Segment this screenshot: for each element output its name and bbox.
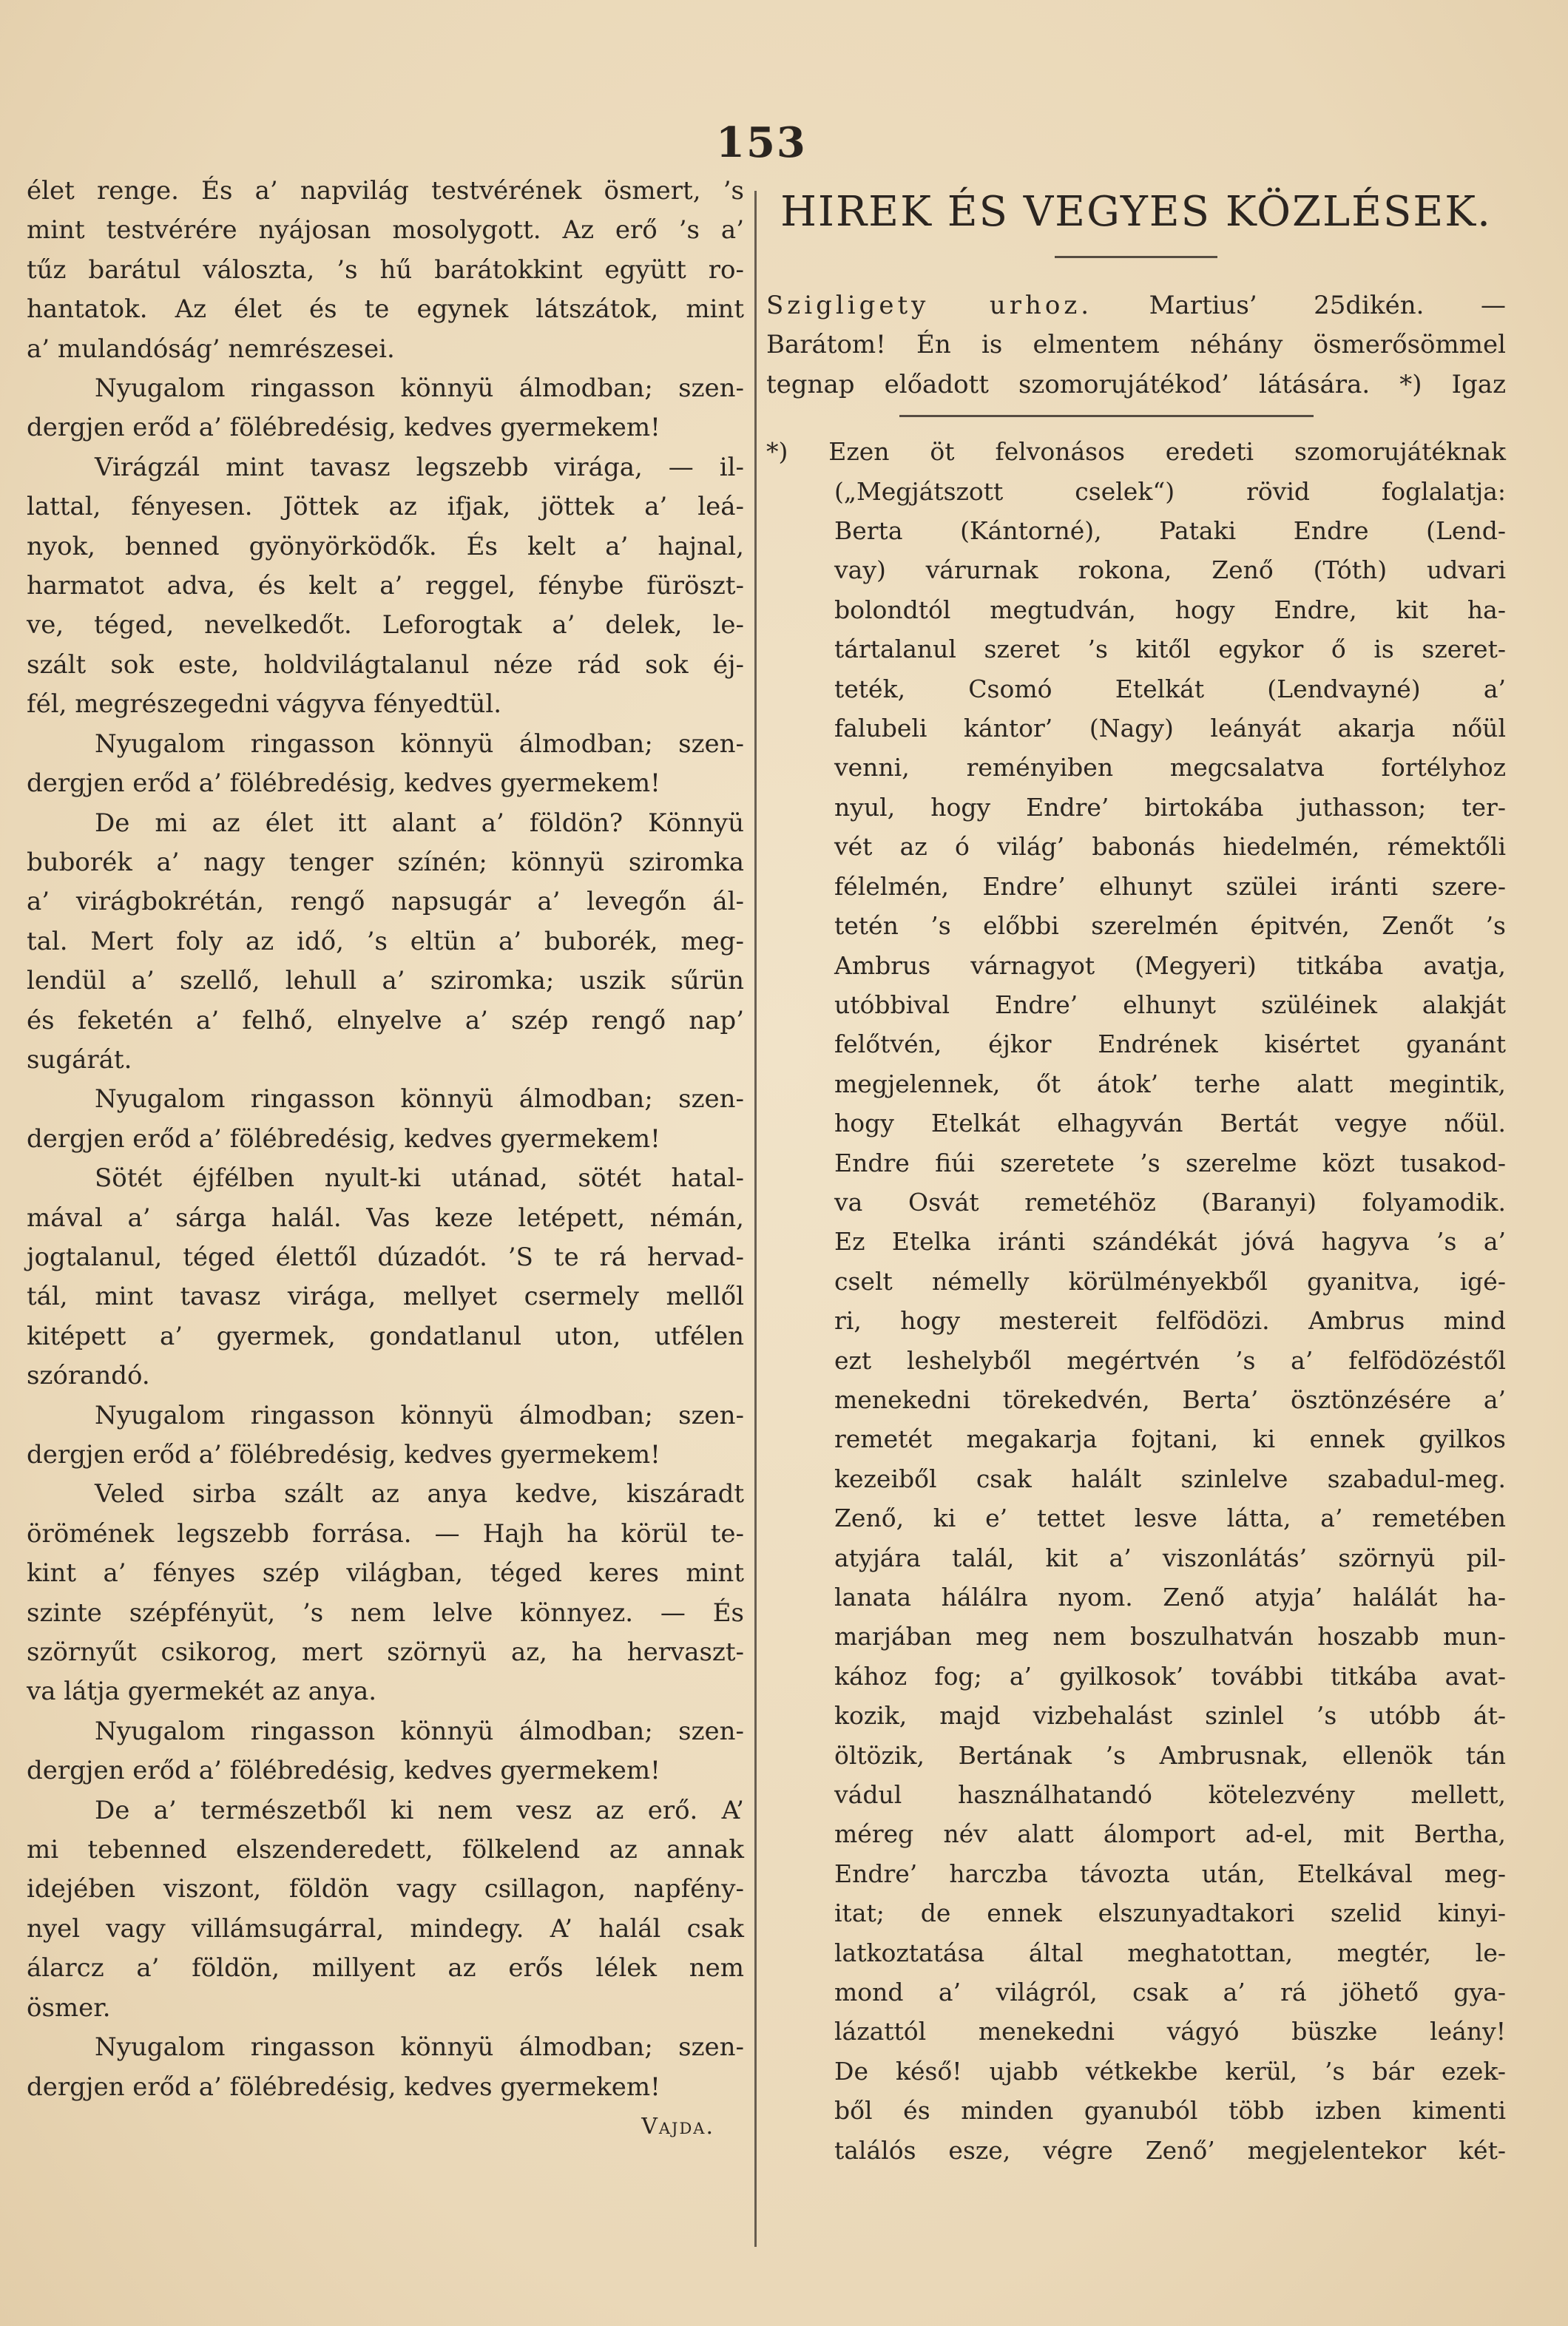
text-line: szórandó. xyxy=(27,1361,150,1391)
page-number: 153 xyxy=(716,118,807,167)
text-line: Nyugalom ringasson könnyü álmodban; szen- xyxy=(95,1084,744,1115)
text-line: sugárát. xyxy=(27,1044,132,1075)
text-line: örömének legszebb forrása. — Hajh ha körül te- xyxy=(27,1518,744,1549)
footnote-line: atyjára talál, kit a’ viszonlátás’ szörnyü pil- xyxy=(834,1543,1506,1572)
footnote-line: marjában meg nem boszulhatván hoszabb mun- xyxy=(834,1622,1506,1651)
footnote-line: teték, Csomó Etelkát (Lendvayné) a’ xyxy=(834,674,1506,703)
footnote-line: cselt némelly körülményekből gyanitva, igé- xyxy=(834,1266,1506,1296)
footnote-line: hogy Etelkát elhagyván Bertát vegye nőül. xyxy=(834,1109,1506,1138)
text-line: harmatot adva, és kelt a’ reggel, fénybe füröszt- xyxy=(27,571,744,601)
author-signature: Vajda. xyxy=(641,2113,714,2140)
text-line: De a’ természetből ki nem vesz az erő. A’ xyxy=(95,1795,744,1825)
letter-line-1 xyxy=(766,286,1506,325)
footnote-line: tártalanul szeret ’s kitől egykor ő is szeret- xyxy=(834,635,1506,664)
text-line: dergjen erőd a’ fölébredésig, kedves gyermekem! xyxy=(27,413,660,443)
text-line: jogtalanul, téged élettől dúzadót. ’S te rá hervad- xyxy=(27,1242,744,1272)
footnote-line: kezeiből csak halált szinlelve szabadul-meg. xyxy=(834,1464,1506,1493)
text-line: Nyugalom ringasson könnyü álmodban; szen- xyxy=(95,1400,744,1430)
text-line: mint testvérére nyájosan mosolygott. Az erő ’s a’ xyxy=(27,215,744,246)
footnote-line: va Osvát remetéhöz (Baranyi) folyamodik. xyxy=(834,1187,1506,1217)
footnote-line: De késő! ujabb vétkekbe kerül, ’s bár ezek- xyxy=(834,2056,1506,2086)
text-line: dergjen erőd a’ fölébredésig, kedves gyermekem! xyxy=(27,768,660,799)
footnote-line: ből és minden gyanuból több izben kimenti xyxy=(834,2096,1506,2126)
text-line: dergjen erőd a’ fölébredésig, kedves gyermekem! xyxy=(27,1756,660,1786)
footnote-line: félelmén, Endre’ elhunyt szülei iránti szere- xyxy=(834,871,1506,901)
footnote-line: méreg név alatt álomport ad-el, mit Bertha, xyxy=(834,1819,1506,1849)
text-line: tál, mint tavasz virága, mellyet csermely mellől xyxy=(27,1282,744,1312)
footnote xyxy=(766,432,1506,2170)
text-line: tal. Mert foly az idő, ’s eltün a’ buborék, meg- xyxy=(27,926,744,956)
text-line: dergjen erőd a’ fölébredésig, kedves gyermekem! xyxy=(27,2072,660,2102)
text-line: nyel vagy villámsugárral, mindegy. A’ halál csak xyxy=(27,1913,744,1944)
text-line: Veled sirba szált az anya kedve, kiszáradt xyxy=(95,1479,744,1509)
text-line: Nyugalom ringasson könnyü álmodban; szen- xyxy=(95,373,744,404)
text-line: szinte szépfényüt, ’s nem lelve könnyez. — És xyxy=(27,1598,744,1628)
footnote-line: („Megjátszott cselek“) rövid foglalatja: xyxy=(834,476,1506,506)
footnote-line: falubeli kántor’ (Nagy) leányát akarja nőül xyxy=(834,714,1506,743)
footnote-line: nyul, hogy Endre’ birtokába juthasson; ter- xyxy=(834,792,1506,822)
footnote-line: Endre’ harczba távozta után, Etelkával meg- xyxy=(834,1859,1506,1888)
text-line: lattal, fényesen. Jöttek az ifjak, jöttek a’ leá- xyxy=(27,492,744,522)
footnote-line: felőtvén, éjkor Endrének kisértet gyanánt xyxy=(834,1030,1506,1059)
footnote-line: Ambrus várnagyot (Megyeri) titkába avatja, xyxy=(834,950,1506,980)
footnote-line: bolondtól megtudván, hogy Endre, kit ha- xyxy=(834,595,1506,624)
text-line: tűz barátul váloszta, ’s hű barátokkint együtt ro- xyxy=(27,254,744,285)
footnote-line: ezt leshelyből megértvén ’s a’ felfödözéstől xyxy=(834,1345,1506,1375)
footnote-line: vay) várurnak rokona, Zenő (Tóth) udvari xyxy=(834,555,1506,585)
footnote-line: ri, hogy mestereit felfödözi. Ambrus mind xyxy=(834,1306,1506,1336)
footnote-line: Berta (Kántorné), Pataki Endre (Lend- xyxy=(834,516,1506,546)
footnote-line: kához fog; a’ gyilkosok’ további titkába avat- xyxy=(834,1661,1506,1691)
footnote-line: öltözik, Bertának ’s Ambrusnak, ellenök tán xyxy=(834,1740,1506,1770)
text-line: Nyugalom ringasson könnyü álmodban; szen- xyxy=(95,728,744,759)
text-line: kitépett a’ gyermek, gondatlanul uton, utfélen xyxy=(27,1321,744,1351)
footnote-line: vádul használhatandó kötelezvény mellett, xyxy=(834,1780,1506,1810)
letter-date: Martius’ 25dikén. — xyxy=(1149,291,1506,320)
text-line: De mi az élet itt alant a’ földön? Könnyü xyxy=(95,808,744,838)
text-line: dergjen erőd a’ fölébredésig, kedves gyermekem! xyxy=(27,1440,660,1470)
footnote-line: *) Ezen öt felvonásos eredeti szomorujátéknak xyxy=(766,437,1506,467)
text-line: szörnyűt csikorog, mert szörnyü az, ha hervaszt- xyxy=(27,1637,744,1668)
text-line: Sötét éjfélben nyult-ki utánad, sötét hatal- xyxy=(95,1163,744,1194)
text-line: Virágzál mint tavasz legszebb virága, — il- xyxy=(95,452,744,482)
footnote-rule xyxy=(899,415,1314,417)
text-line: idejében viszont, földön vagy csillagon, napfény- xyxy=(27,1874,744,1904)
text-line: hantatok. Az élet és te egynek látszátok, mint xyxy=(27,294,744,325)
footnote-line: Zenő, ki e’ tettet lesve látta, a’ remetében xyxy=(834,1504,1506,1533)
footnote-line: Endre fiúi szeretete ’s szerelme közt tusakod- xyxy=(834,1148,1506,1177)
text-line: Nyugalom ringasson könnyü álmodban; szen- xyxy=(95,1716,744,1746)
footnote-line: megjelennek, őt átok’ terhe alatt megintik, xyxy=(834,1069,1506,1098)
footnote-line: kozik, majd vizbehalást szinlel ’s utóbb át- xyxy=(834,1701,1506,1731)
footnote-line: remetét megakarja fojtani, ki ennek gyilkos xyxy=(834,1424,1506,1454)
text-line: va látja gyermekét az anya. xyxy=(27,1677,377,1707)
section-heading: HIREK ÉS VEGYES KÖZLÉSEK. xyxy=(780,188,1492,236)
letter-line-2: Barátom! Én is elmentem néhány ösmerősömmel xyxy=(766,330,1506,360)
footnote-line: mond a’ világról, csak a’ rá jöhető gya- xyxy=(834,1978,1506,2007)
text-line: Nyugalom ringasson könnyü álmodban; szen- xyxy=(95,2032,744,2063)
text-line: mával a’ sárga halál. Vas keze letépett, némán, xyxy=(27,1203,744,1233)
text-line: lendül a’ szellő, lehull a’ sziromka; uszik sűrün xyxy=(27,966,744,996)
text-line: fél, megrészegedni vágyva fényedtül. xyxy=(27,689,502,720)
footnote-line: utóbbival Endre’ elhunyt szüléinek alakját xyxy=(834,990,1506,1019)
text-line: ösmer. xyxy=(27,1992,111,2023)
text-line: ve, téged, nevelkedőt. Leforogtak a’ delek, le- xyxy=(27,610,744,640)
text-line: mi tebenned elszenderedett, fölkelend az annak xyxy=(27,1835,744,1865)
text-line: és feketén a’ felhő, elnyelve a’ szép rengő nap’ xyxy=(27,1005,744,1035)
left-column xyxy=(27,172,744,2146)
text-line: álarcz a’ földön, millyent az erős lélek nem xyxy=(27,1953,744,1984)
text-line: kint a’ fényes szép világban, téged keres mint xyxy=(27,1558,744,1589)
letter-line-3: tegnap előadott szomorujátékod’ látására. *) Igaz xyxy=(766,369,1506,399)
text-line: a’ virágbokrétán, rengő napsugár a’ levegőn ál- xyxy=(27,887,744,917)
footnote-line: vét az ó világ’ babonás hiedelmén, rémektőli xyxy=(834,832,1506,862)
column-divider xyxy=(754,191,757,2247)
footnote-line: lanata hálálra nyom. Zenő atyja’ halálát ha- xyxy=(834,1583,1506,1612)
letter-addressee: Szigligety urhoz. xyxy=(766,291,1093,320)
heading-rule xyxy=(1055,256,1217,258)
footnote-line: lázattól menekedni vágyó büszke leány! xyxy=(834,2017,1506,2046)
text-line: dergjen erőd a’ fölébredésig, kedves gyermekem! xyxy=(27,1123,660,1154)
footnote-line: itat; de ennek elszunyadtakori szelid kinyi- xyxy=(834,1899,1506,1928)
right-column xyxy=(766,172,1506,2170)
footnote-line: tetén ’s előbbi szerelmén épitvén, Zenőt ’s xyxy=(834,911,1506,941)
footnote-line: Ez Etelka iránti szándékát jóvá hagyva ’s a’ xyxy=(834,1227,1506,1257)
footnote-line: találós esze, végre Zenő’ megjelentekor két- xyxy=(834,2135,1506,2165)
footnote-line: latkoztatása által meghatottan, megtér, le- xyxy=(834,1938,1506,1967)
footnote-line: venni, reményiben megcsalatva fortélyhoz xyxy=(834,753,1506,782)
text-line: élet renge. És a’ napvilág testvérének ösmert, ’s xyxy=(27,176,744,206)
footnote-line: menekedni törekedvén, Berta’ ösztönzésére a’ xyxy=(834,1385,1506,1414)
text-line: a’ mulandóság’ nemrészesei. xyxy=(27,334,395,364)
text-line: buborék a’ nagy tenger színén; könnyü sziromka xyxy=(27,847,744,877)
text-line: nyok, benned gyönyörködők. És kelt a’ hajnal, xyxy=(27,531,744,561)
text-line: szált sok este, holdvilágtalanul néze rád sok éj- xyxy=(27,649,744,680)
